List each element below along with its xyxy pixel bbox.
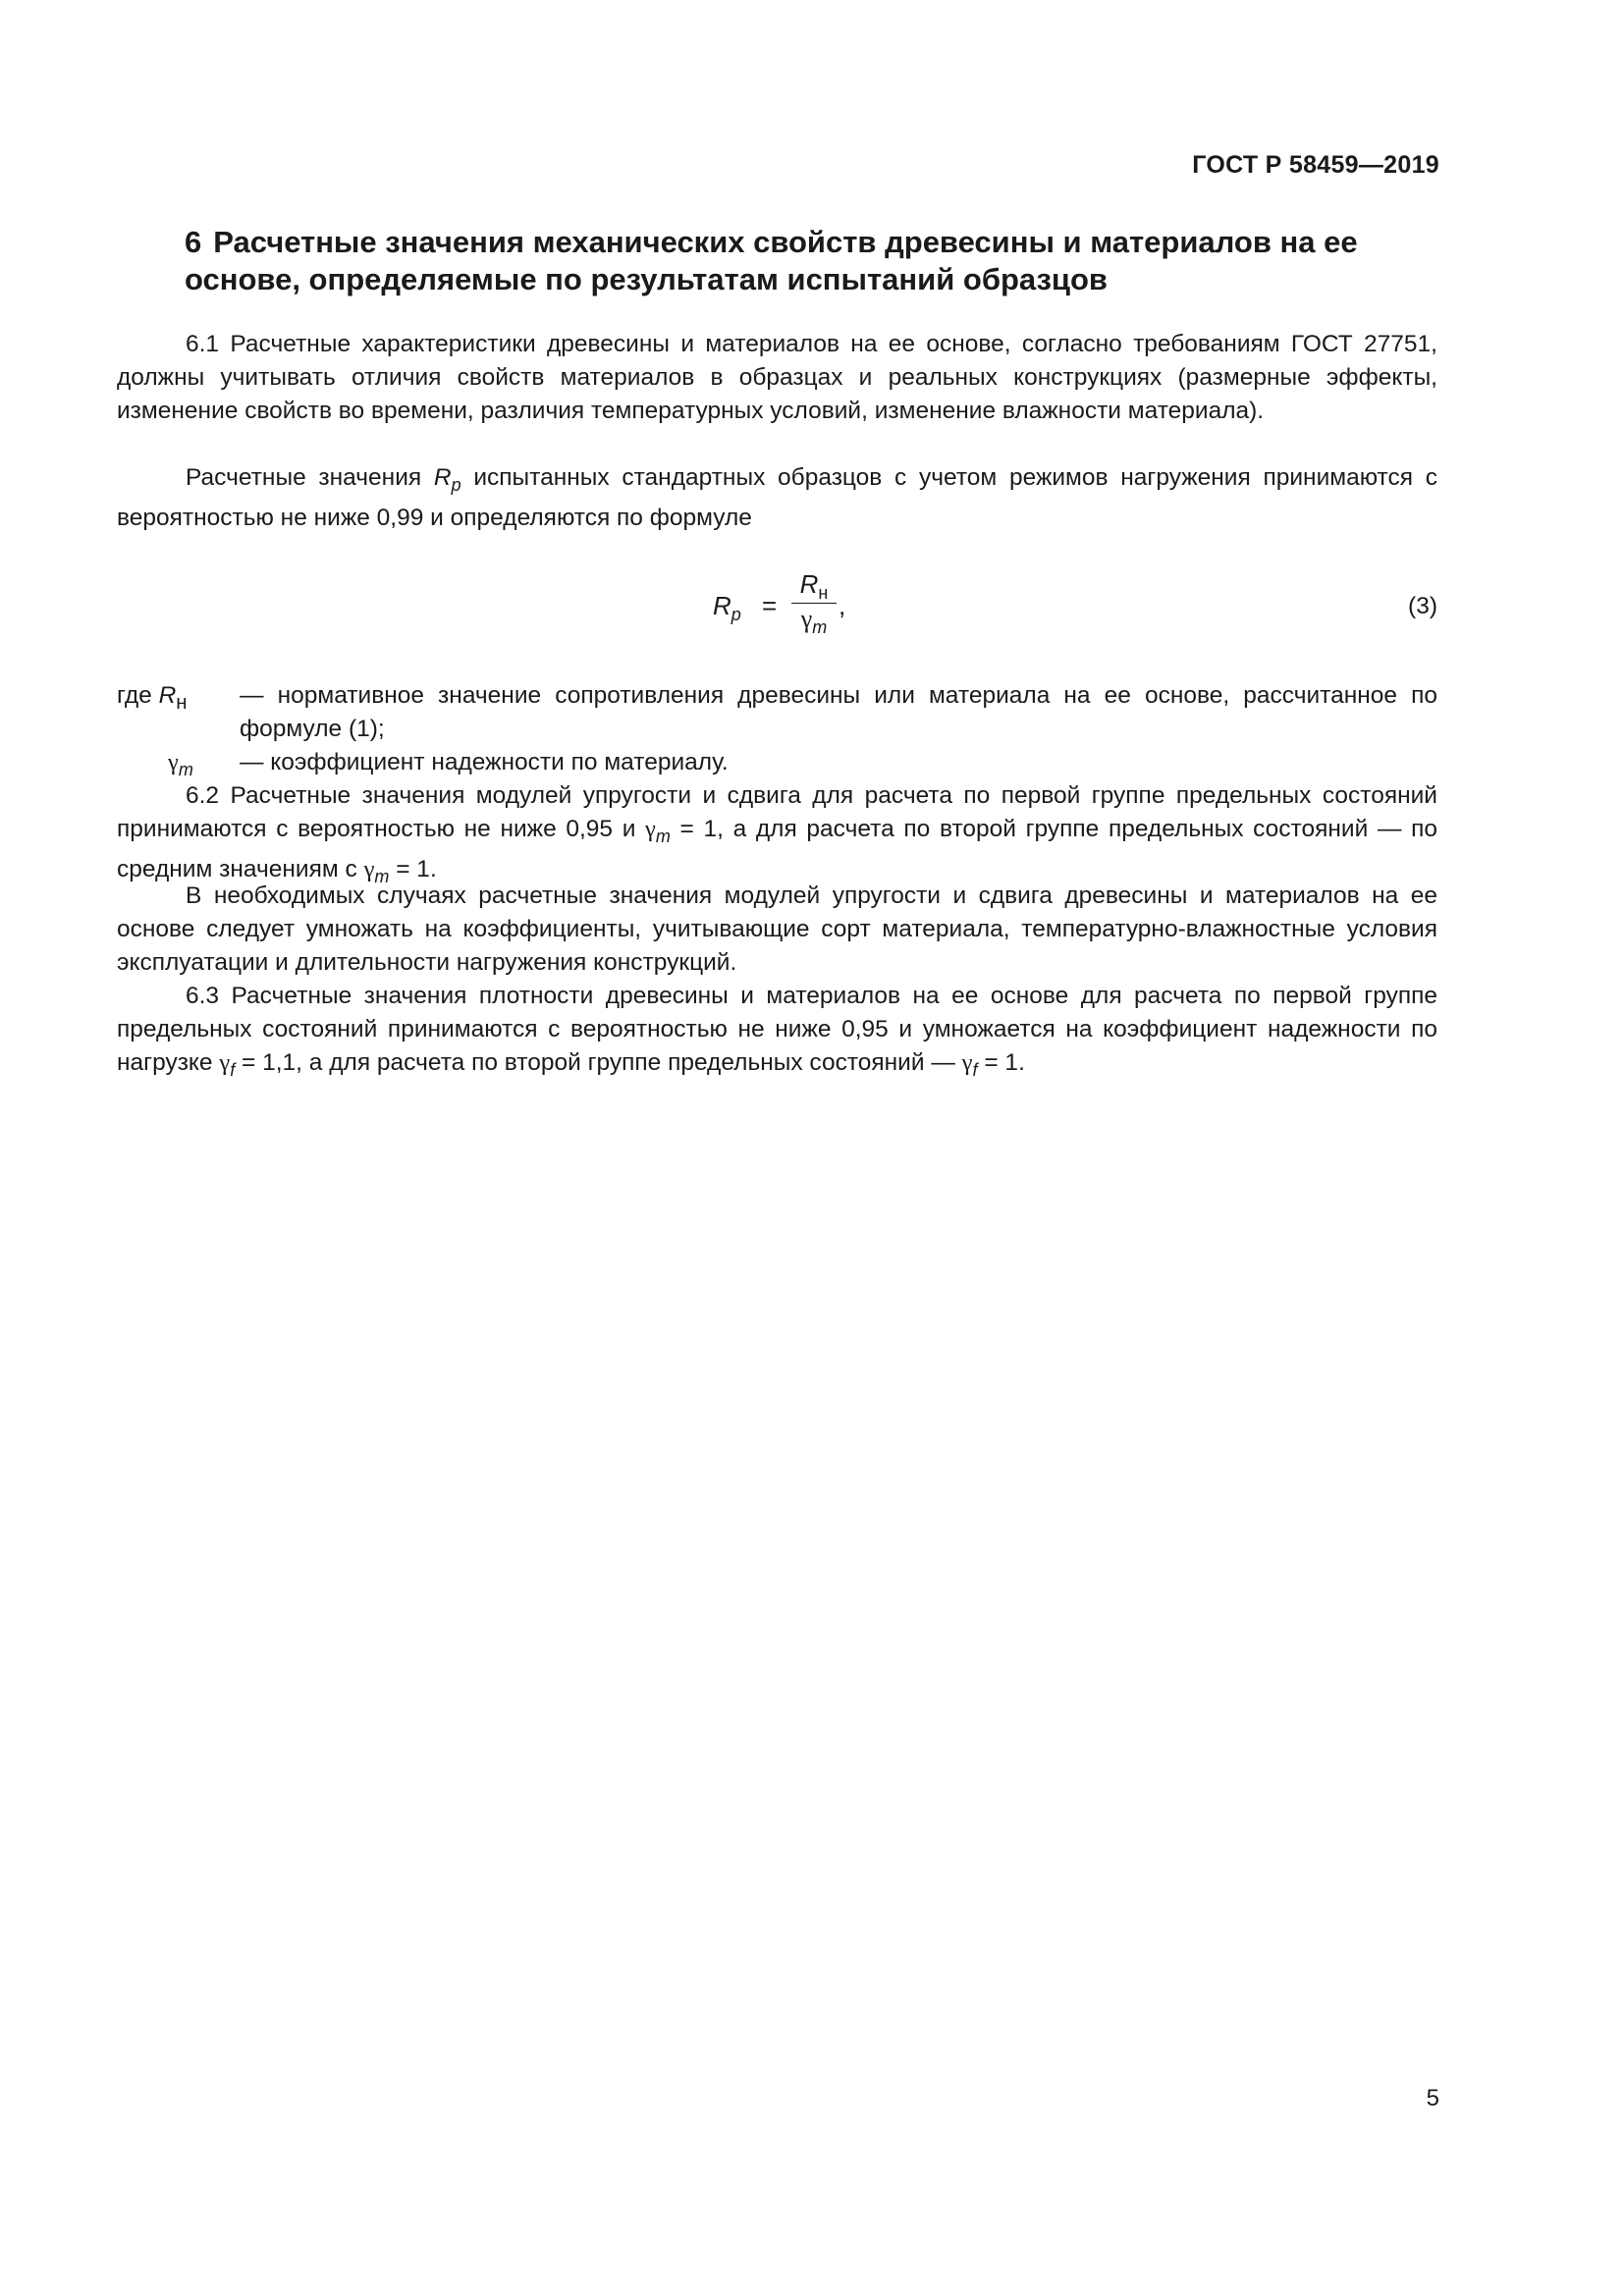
paragraph-6-2 [117, 779, 1437, 893]
formula-num-sub: н [818, 583, 829, 604]
legend-def-rn: — нормативное значение сопротивления древесины или материала на ее основе, рассчитанное по формуле (1); [240, 682, 1437, 742]
legend-term-rn [117, 679, 188, 720]
symbol-r: R [433, 464, 452, 491]
paragraph-6-2-part2: = 1, а для расчета по второй группе предельных состояний — по средним значениям с [117, 816, 1437, 882]
paragraph-6-3-part1: 6.3 Расчетные значения плотности древесины и материалов на ее основе для расчета по первой группе предельных состояний принимаются с вероятностью не ниже 0,95 и умножается на коэффициент надежности по нагрузке [117, 983, 1437, 1076]
gamma-f-sub-2: f [972, 1059, 978, 1080]
formula-den-symbol: γ [800, 605, 813, 633]
legend-term2-sub: m [178, 759, 193, 779]
formula-legend [117, 679, 1437, 779]
symbol-r-sub: p [451, 474, 461, 495]
gamma-f-sub-1: f [230, 1059, 236, 1080]
formula-num-symbol: R [799, 569, 819, 599]
formula-equals: = [762, 591, 778, 620]
paragraph-6-3-part3: = 1. [977, 1049, 1025, 1076]
formula-comma: , [839, 591, 846, 620]
gamma-m-symbol-1: γ [645, 816, 656, 842]
legend-term1-sub: н [176, 691, 188, 714]
paragraph-6-1 [117, 328, 1437, 428]
paragraph-6-2-part1: 6.2 Расчетные значения модулей упругости и сдвига для расчета по первой группе предельных состояний принимаются с вероятностью не ниже 0,95 и [117, 782, 1437, 842]
legend-row-rn [117, 679, 1437, 746]
legend-row-gamma-m [117, 746, 1437, 779]
section-number: 6 [185, 225, 202, 259]
formula-denominator [789, 604, 839, 637]
legend-term2-symbol: γ [168, 749, 179, 775]
formula-lhs [713, 591, 741, 625]
legend-prefix: где [117, 682, 159, 709]
page-number: 5 [1426, 2085, 1439, 2111]
paragraph-6-3-part2: = 1,1, а для расчета по второй группе предельных состояний — [235, 1049, 962, 1076]
paragraph-rp-after: испытанных стандартных образцов с учетом режимов нагружения принимаются с вероятностью не ниже 0,99 и определяются по формуле [117, 464, 1437, 531]
formula-number: (3) [1408, 593, 1437, 619]
gamma-m-symbol-2: γ [363, 855, 375, 882]
gamma-m-sub-1: m [655, 826, 671, 846]
paragraph-6-1-text: 6.1 Расчетные характеристики древесины и материалов на ее основе, согласно требованиям ГОСТ 27751, должны учитывать отличия свойств материалов в образцах и реальных конструкциях (размерные эффекты, изменение свойств во времени, различия температурных условий, изменение влажности материала). [117, 331, 1437, 424]
formula-den-sub: m [812, 617, 828, 638]
formula-numerator [789, 569, 839, 603]
section-heading [185, 224, 1451, 298]
gamma-f-symbol-1: γ [219, 1049, 231, 1076]
gamma-f-symbol-2: γ [961, 1049, 973, 1076]
paragraph-rp [117, 461, 1437, 535]
formula-3 [707, 569, 903, 648]
legend-term1-symbol: R [158, 682, 177, 709]
paragraph-6-3 [117, 980, 1437, 1087]
legend-def-gamma-m: — коэффициент надежности по материалу. [240, 749, 729, 775]
formula-lhs-sub: p [731, 605, 741, 625]
paragraph-rp-before: Расчетные значения [186, 464, 434, 491]
paragraph-needed-cases [117, 880, 1437, 980]
formula-fraction [789, 569, 839, 637]
paragraph-needed-cases-text: В необходимых случаях расчетные значения модулей упругости и сдвига древесины и материалов на ее основе следует умножать на коэффициенты, учитывающие сорт материала, температурно-влажностные условия эксплуатации и длительности нагружения конструкций. [117, 882, 1437, 976]
paragraph-6-2-part3: = 1. [389, 855, 437, 882]
section-title-text: Расчетные значения механических свойств древесины и материалов на ее основе, определяемые по результатам испытаний образцов [185, 225, 1358, 296]
formula-lhs-symbol: R [713, 591, 731, 620]
document-id-header: ГОСТ Р 58459—2019 [1192, 151, 1439, 179]
gamma-m-sub-2: m [374, 866, 390, 886]
